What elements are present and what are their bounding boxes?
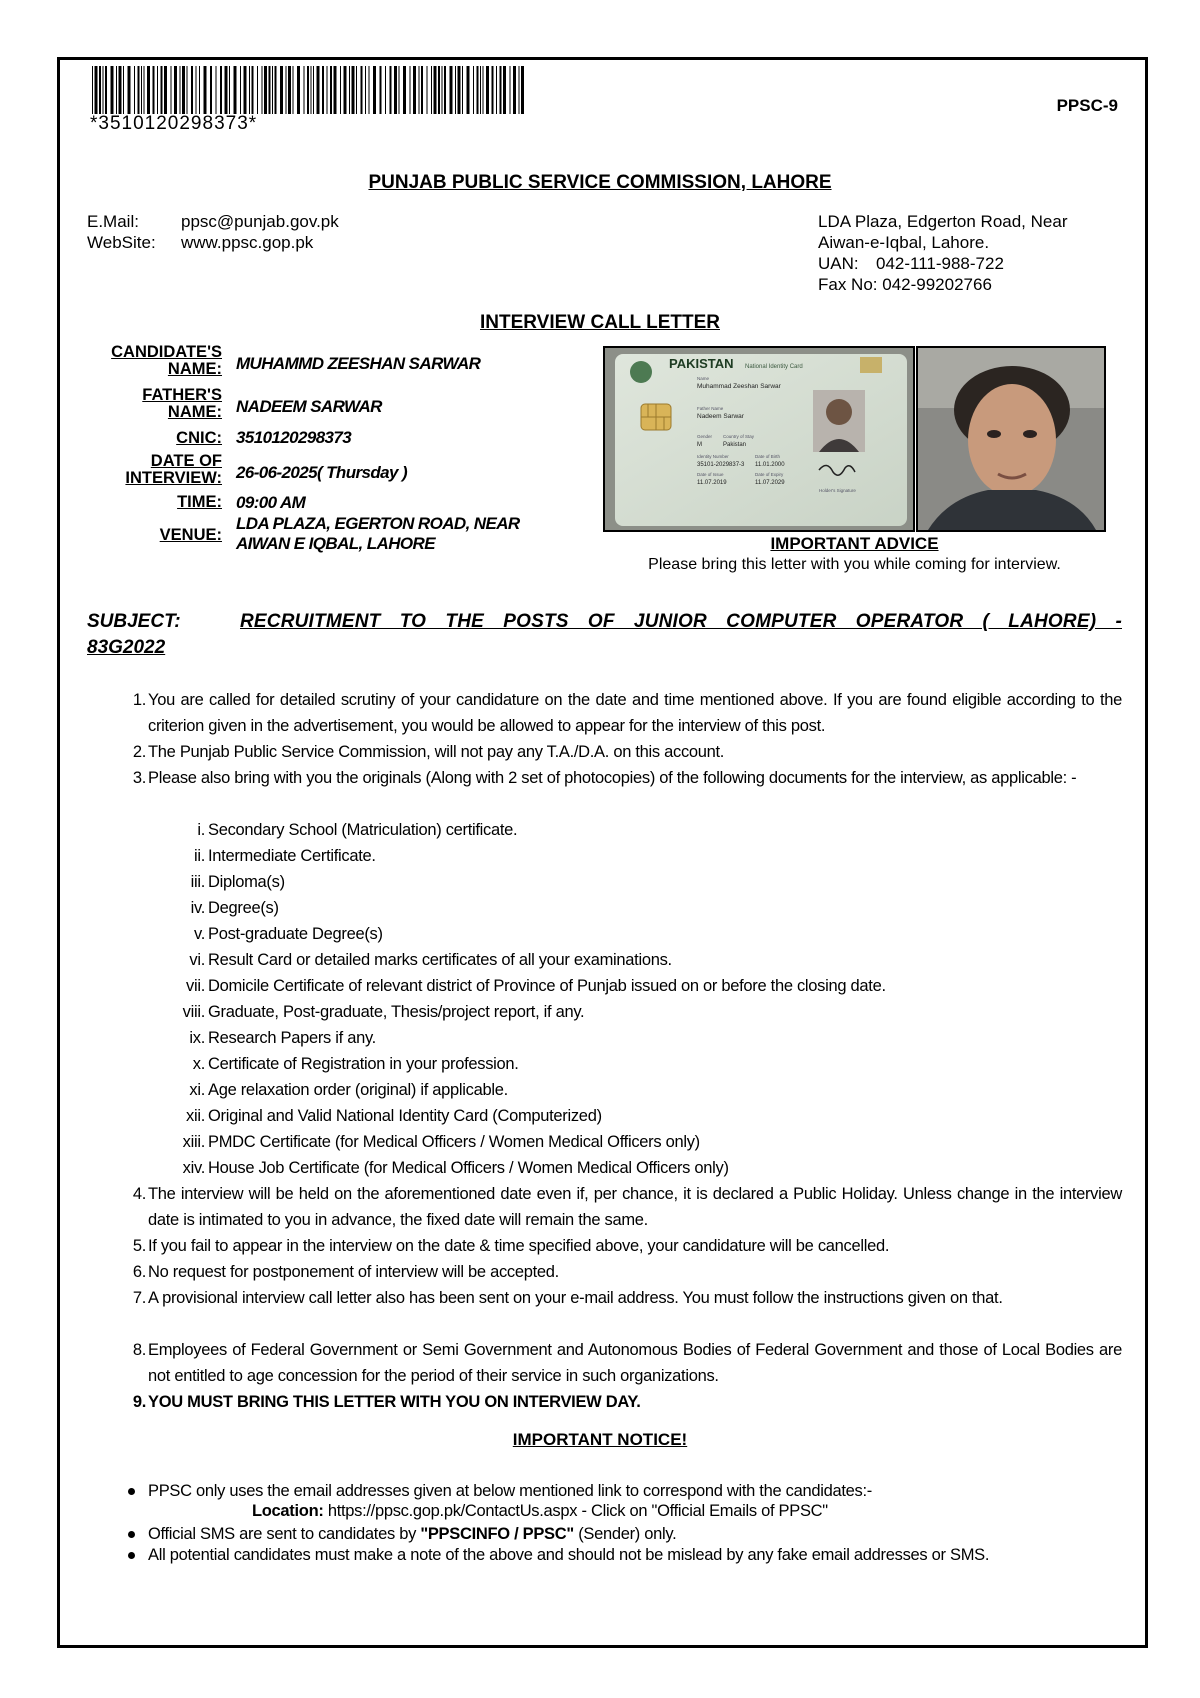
- barcode-bar: [444, 66, 446, 114]
- barcode-bar: [297, 66, 300, 114]
- bullet-icon: [128, 1531, 135, 1538]
- uan-number: 042-111-988-722: [876, 254, 1004, 273]
- barcode-bar: [191, 66, 193, 114]
- card-issue: 11.07.2019: [697, 480, 727, 486]
- barcode-bar: [486, 66, 489, 114]
- notice-bullet: PPSC only uses the email addresses given at below mentioned link to correspond with the candidates:-: [124, 1481, 872, 1501]
- card-dob-label: Date of Birth: [755, 454, 781, 459]
- barcode-bar: [210, 66, 212, 114]
- barcode-bar: [427, 66, 428, 114]
- barcode-bar: [187, 66, 188, 114]
- candidate-name-label: CANDIDATE'S NAME:: [111, 343, 222, 378]
- barcode-bar: [304, 66, 305, 114]
- instruction-item: 4. The interview will be held on the aforementioned date even if, per chance, it is declared a Public Holiday. Unless change in the interview date is intimated to you in advance, the fixed date will remain the same.: [132, 1185, 1122, 1229]
- barcode-bar: [286, 66, 287, 114]
- emblem-icon: [630, 361, 652, 383]
- barcode-bar: [196, 66, 197, 114]
- barcode-bar: [164, 66, 167, 114]
- card-title: National Identity Card: [745, 364, 803, 370]
- barcode-bar: [455, 66, 456, 114]
- barcode-bar: [365, 66, 366, 114]
- barcode-bar: [410, 66, 411, 114]
- notice-bullet: All potential candidates must make a note of the above and should not be mislead by any fake email addresses or SMS.: [124, 1545, 989, 1565]
- document-item: x. Certificate of Registration in your profession.: [192, 1055, 519, 1073]
- barcode-bar: [199, 66, 200, 114]
- card-name: Muhammad Zeeshan Sarwar: [697, 383, 781, 390]
- barcode-bar: [373, 66, 376, 114]
- document-item: xiv. House Job Certificate (for Medical Officers / Women Medical Officers only): [182, 1159, 729, 1177]
- document-item: viii. Graduate, Post-graduate, Thesis/project report, if any.: [182, 1003, 585, 1021]
- instruction-item: 8. Employees of Federal Government or Semi Government and Autonomous Bodies of Federal Government and those of Local Bodies are not entitled to age concession for the period of their service in such organizations.: [132, 1341, 1122, 1385]
- instruction-item: 2. The Punjab Public Service Commission, will not pay any T.A./D.A. on this account.: [132, 743, 725, 761]
- card-gender: M: [697, 442, 702, 448]
- advice-title: IMPORTANT ADVICE: [770, 534, 939, 553]
- barcode-bar: [128, 66, 131, 114]
- barcode-bar: [327, 66, 328, 114]
- fax-number: Fax No: 042-99202766: [818, 275, 992, 294]
- barcode-bar: [500, 66, 502, 114]
- card-dob: 11.01.2000: [755, 462, 785, 468]
- barcode-bar: [138, 66, 140, 114]
- instruction-item: 3. Please also bring with you the originals (Along with 2 set of photocopies) of the following documents for the interview, as applicable: -: [132, 769, 1077, 787]
- bullet-icon: [128, 1552, 135, 1559]
- barcode-bar: [182, 66, 185, 114]
- barcode-bar: [390, 66, 392, 114]
- uan-label: UAN:: [818, 254, 859, 273]
- letter-title: INTERVIEW CALL LETTER: [480, 312, 720, 333]
- barcode-bar: [134, 66, 135, 114]
- barcode-bar: [95, 66, 98, 114]
- barcode-bar: [421, 66, 423, 114]
- contact-right: [818, 211, 1067, 295]
- location-label: Location:: [252, 1502, 324, 1520]
- barcode-bar: [450, 66, 453, 114]
- barcode-bar: [153, 66, 155, 114]
- time-label: TIME:: [177, 493, 222, 511]
- location-link[interactable]: https://ppsc.gop.pk/ContactUs.aspx - Click on "Official Emails of PPSC": [327, 1502, 828, 1520]
- notice-bullet: Official SMS are sent to candidates by "PPSCINFO / PPSC" (Sender) only.: [124, 1524, 676, 1544]
- barcode-bar: [105, 66, 107, 114]
- barcode-bar: [257, 66, 258, 114]
- barcode-bar: [503, 66, 506, 114]
- barcode-bar: [356, 66, 357, 114]
- document-item: xi. Age relaxation order (original) if applicable.: [189, 1081, 508, 1099]
- barcode-bar: [361, 66, 363, 114]
- barcode-bar: [385, 66, 386, 114]
- barcode-bar: [180, 66, 181, 114]
- card-father-label: Father Name: [697, 406, 724, 411]
- barcode-bar: [111, 66, 114, 114]
- father-name: NADEEM SARWAR: [236, 397, 382, 416]
- form-code: PPSC-9: [1056, 96, 1118, 115]
- barcode-bar: [99, 66, 101, 114]
- barcode-bar: [467, 66, 470, 114]
- barcode-bar: [480, 66, 481, 114]
- document-item: ix. Research Papers if any.: [189, 1029, 376, 1047]
- barcode-bar: [234, 66, 237, 114]
- barcode-bar: [229, 66, 230, 114]
- barcode-bar: [352, 66, 355, 114]
- barcode-number: *3510120298373*: [90, 113, 258, 134]
- card-father: Nadeem Sarwar: [697, 413, 744, 420]
- barcode-bar: [431, 66, 432, 114]
- barcode-bar: [330, 66, 332, 114]
- card-signature-label: Holder's Signature: [819, 488, 856, 493]
- bullet-icon: [128, 1488, 135, 1495]
- barcode-bar: [161, 66, 163, 114]
- barcode-bar: [519, 66, 520, 114]
- interview-time: 09:00 AM: [236, 493, 306, 512]
- barcode-bar: [311, 66, 312, 114]
- barcode-bar: [492, 66, 494, 114]
- barcode-bar: [204, 66, 207, 114]
- barcode-bar: [434, 66, 437, 114]
- instruction-item: 1. You are called for detailed scrutiny of your candidature on the date and time mentioned above. If you are found eligible according to the criterion given in the advertisement, you would be allowed to appear for the interview of this post.: [132, 691, 1122, 735]
- card-stay-label: Country of Stay: [723, 434, 755, 439]
- barcode-bar: [349, 66, 350, 114]
- barcode-bar: [269, 66, 271, 114]
- card-country: PAKISTAN: [669, 356, 734, 371]
- candidate-photo: [916, 346, 1106, 532]
- cnic-label: CNIC:: [176, 429, 222, 447]
- barcode-bar: [317, 66, 320, 114]
- barcode-bar: [216, 66, 217, 114]
- barcode-bar: [288, 66, 291, 114]
- barcode-bar: [483, 66, 484, 114]
- barcode-bar: [144, 66, 145, 114]
- instruction-item: 6. No request for postponement of interview will be accepted.: [132, 1263, 559, 1281]
- barcode-bar: [123, 66, 124, 114]
- document-item: xii. Original and Valid National Identity Card (Computerized): [186, 1107, 602, 1125]
- document-item: vii. Domicile Certificate of relevant district of Province of Punjab issued on or before the closing date.: [186, 977, 886, 995]
- barcode-bar: [262, 66, 263, 114]
- document-item: xiii. PMDC Certificate (for Medical Officers / Women Medical Officers only): [182, 1133, 700, 1151]
- document-item: ii. Intermediate Certificate.: [193, 847, 376, 865]
- barcode-bar: [510, 66, 511, 114]
- barcode-bar: [240, 66, 241, 114]
- barcode: [92, 66, 524, 114]
- document-item: iii. Diploma(s): [190, 873, 285, 891]
- instruction-item: 5. If you fail to appear in the interview on the date & time specified above, your candidature will be cancelled.: [132, 1237, 890, 1255]
- barcode-bar: [275, 66, 277, 114]
- venue-label: VENUE:: [159, 526, 222, 544]
- email-address[interactable]: ppsc@punjab.gov.pk: [181, 212, 339, 231]
- barcode-bar: [513, 66, 516, 114]
- document-item: iv. Degree(s): [190, 899, 279, 917]
- barcode-bar: [147, 66, 150, 114]
- document-item: i. Secondary School (Matriculation) certificate.: [197, 821, 518, 839]
- barcode-bar: [157, 66, 158, 114]
- barcode-bar: [521, 66, 524, 114]
- card-expiry: 11.07.2029: [755, 480, 785, 486]
- barcode-bar: [369, 66, 370, 114]
- email-label: E.Mail:: [87, 212, 139, 231]
- card-name-label: Name: [697, 376, 710, 381]
- website-label: WebSite:: [87, 233, 156, 252]
- card-id-label: Identity Number: [697, 454, 729, 459]
- notice-location: [252, 1502, 828, 1521]
- organization-title: PUNJAB PUBLIC SERVICE COMMISSION, LAHORE: [368, 172, 832, 193]
- barcode-bar: [141, 66, 142, 114]
- document-item: vi. Result Card or detailed marks certificates of all your examinations.: [189, 951, 672, 969]
- document-item: v. Post-graduate Degree(s): [193, 925, 383, 943]
- barcode-bar: [92, 66, 93, 114]
- barcode-bar: [103, 66, 104, 114]
- website-link[interactable]: www.ppsc.gop.pk: [181, 233, 314, 252]
- subject-label: SUBJECT:: [87, 611, 181, 632]
- barcode-bar: [438, 66, 440, 114]
- barcode-bar: [174, 66, 177, 114]
- barcode-bar: [322, 66, 324, 114]
- interview-date: 26-06-2025( Thursday ): [236, 463, 408, 482]
- barcode-bar: [477, 66, 479, 114]
- barcode-bar: [272, 66, 273, 114]
- barcode-bar: [473, 66, 474, 114]
- barcode-bar: [413, 66, 416, 114]
- card-issue-label: Date of Issue: [697, 472, 724, 477]
- barcode-bar: [293, 66, 294, 114]
- barcode-bar: [225, 66, 228, 114]
- barcode-bar: [220, 66, 222, 114]
- subject-text-continued: 83G2022: [87, 637, 166, 658]
- card-expiry-label: Date of Expiry: [755, 472, 784, 477]
- barcode-bar: [394, 66, 397, 114]
- barcode-bar: [380, 66, 382, 114]
- card-stay: Pakistan: [723, 442, 747, 448]
- notice-title: IMPORTANT NOTICE!: [512, 1430, 688, 1449]
- cnic-card-image: [603, 346, 915, 532]
- barcode-bar: [244, 66, 247, 114]
- advice-text: Please bring this letter with you while coming for interview.: [648, 556, 1061, 573]
- barcode-bar: [344, 66, 347, 114]
- barcode-bar: [307, 66, 309, 114]
- interview-date-label: DATE OF INTERVIEW:: [125, 452, 222, 487]
- barcode-bar: [340, 66, 341, 114]
- barcode-bar: [116, 66, 117, 114]
- address-line-1: LDA Plaza, Edgerton Road, Near: [818, 212, 1068, 231]
- barcode-bar: [119, 66, 122, 114]
- barcode-bar: [403, 66, 406, 114]
- barcode-bar: [313, 66, 314, 114]
- barcode-bar: [496, 66, 497, 114]
- subject-text: RECRUITMENT TO THE POSTS OF JUNIOR COMPUTER OPERATOR ( LAHORE) -: [240, 611, 1122, 632]
- barcode-bar: [264, 66, 267, 114]
- cnic-value: 3510120298373: [236, 428, 352, 447]
- instruction-item: 7. A provisional interview call letter also has been sent on your e-mail address. You must follow the instructions given on that.: [132, 1289, 1003, 1307]
- venue: LDA PLAZA, EGERTON ROAD, NEAR AIWAN E IQBAL, LAHORE: [236, 514, 520, 553]
- card-gender-label: Gender: [697, 434, 713, 439]
- barcode-bar: [419, 66, 420, 114]
- barcode-bar: [280, 66, 283, 114]
- barcode-bar: [334, 66, 337, 114]
- candidate-name: MUHAMMD ZEESHAN SARWAR: [236, 354, 481, 373]
- barcode-bar: [458, 66, 461, 114]
- barcode-bar: [171, 66, 172, 114]
- barcode-bar: [399, 66, 400, 114]
- barcode-bar: [442, 66, 443, 114]
- barcode-bar: [249, 66, 250, 114]
- father-name-label: FATHER'S NAME:: [142, 386, 222, 421]
- barcode-bar: [462, 66, 463, 114]
- barcode-bar: [252, 66, 254, 114]
- address-line-2: Aiwan-e-Iqbal, Lahore.: [818, 233, 990, 252]
- contact-left: [87, 211, 339, 253]
- card-id: 35101-2029837-3: [697, 462, 745, 468]
- instruction-item: 9. YOU MUST BRING THIS LETTER WITH YOU ON INTERVIEW DAY.: [132, 1393, 641, 1411]
